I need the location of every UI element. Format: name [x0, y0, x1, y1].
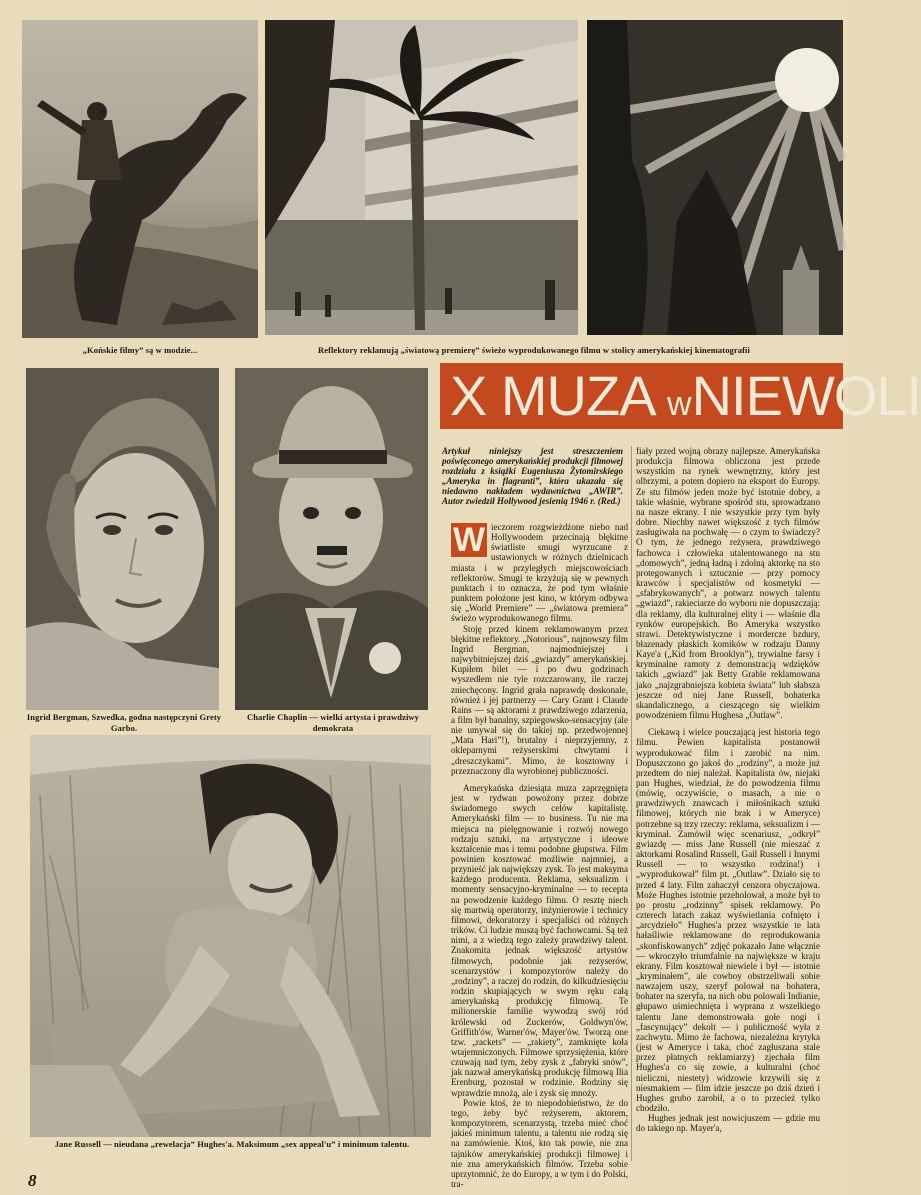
article-intro: Artykuł niniejszy jest streszczeniem poświęconego amerykańskiej produkcji filmowej rozdziału z książki Eugeniusza Żytomirskiego „Ameryka in flagranti”, która ukazała się niedawno nakładem wydawnictwa „AWIR”. Autor zwiedził Hollywood jesienią 1946 r. (Red.) [442, 446, 623, 507]
photo-horse-rider [22, 20, 258, 338]
paragraph: Stoję przed kinem reklamowanym przez błękitne reflektory. „Notorious”, najnowszy film Ingrid Bergman, najmodniejszej i najwybitniejszej dziś „gwiazdy” amerykańskiej. Kupiłem bilet — i po dwu godzinach wyszedłem nie tyle rozczarowany, ile raczej zniechęcony. Ingrid grała naprawdę doskonale, również i jej partnerzy — Cary Grant i Claude Rains — są aktorami z prawdziwego zdarzenia, a film był banalny, szpiegowsko-sensacyjny (ale nie umywał się do takiej np. przedwojennej „Mata Hari”!), brutalny i nieprzyjemny, z okleparnymi reżyserskimi chwytami i „dreszczykami”. Mimo, że kosztowny i przeznaczony dla wyrobionej publiczności. [451, 623, 628, 776]
photo-premiere [265, 20, 578, 335]
searchlights-image [587, 20, 843, 335]
photo-russell [30, 735, 431, 1137]
paragraph: Powie ktoś, że to niepodobieństwo, że do tego, żeby być reżyserem, aktorem, kompozytorem, scenarzystą, trzeba mieć choć jakieś minimum talentu, a talentu nie rodzą się na zamówienie. Ktoś, kto tak powie, nie zna tajników amerykańskiej produkcji filmowej i nie zna amerykańskich filmów. Trzeba sobie uprzytomnić, że do Europy, a w tym i do Polski, tra- [451, 1097, 628, 1189]
title-part-1: X MUZA [450, 364, 668, 427]
title-part-small: w [667, 385, 692, 423]
photo-bergman [26, 368, 219, 710]
article-title-banner [440, 363, 921, 429]
paragraph: Amerykańska dziesiąta muza zaprzęgnięta jest w rydwan powożony przez dobrze świadomego swych celów kapitalistę. Amerykański film — to business. Tu nie ma miejsca na pielęgnowanie i rozwój nowego rodzaju sztuki, na artystyczne i ideowe kształcenie mas i temu podobne głupstwa. Film powinien kosztować możliwie najmniej, a przynieść jak największy zysk. To jest maksyma każdego producenta. Reklama, seksualizm i momenty sensacyjno-kryminalne — to recepta na powodzenie każdego filmu. O resztę niech się martwią operatorzy, inżynierowie i technicy filmowi, dekoratorzy i specjaliści od różnych trików. Ci ludzie muszą być fachowcami. Są też nimi, a z wiedzą tego zależy prawdziwy talent. Znakomita jednak większość artystów filmowych, podobnie jak reżyserów, scenarzystów i kompozytorów należy do „rodziny”, a raczej do rodzin, do kilkudziesięciu rodzin skupiających w swym ręku całą amerykańską produkcję filmową. Te milionerskie familie wywodzą swój ród królewski od Zuckerów, Goldwyn'ów, Griffith'ów, Warner'ów, Mayer'ów. Tworzą one tzw. „rackets” — „rakiety”, zamknięte koła wtajemniczonych. Filmowe sprzysiężenia, które czuwają nad tym, żeby zysk z „fabryki snów”, jak nazwał amerykańską produkcję filmową Ilia Erenburg, pozostał w rodzinie. Rodziny się wprawdzie mnożą, ale i zysk się mnoży. [451, 782, 628, 1098]
dropcap-letter: W [452, 521, 486, 559]
article-column-1 [451, 521, 628, 1189]
premiere-image [265, 20, 578, 335]
horse-rider-image [22, 20, 258, 338]
article-title [450, 365, 921, 435]
caption-russell: Jane Russell — nieudana „rewelacja” Hughes'a. Maksimum „sex appeal'u” i minimum talentu. [54, 1139, 410, 1149]
caption-bergman: Ingrid Bergman, Szwedka, godna następczyni Grety Garbo. [26, 712, 222, 733]
bergman-portrait [26, 368, 219, 710]
caption-horse: „Końskie filmy” są w modzie... [82, 345, 198, 355]
column-divider [631, 446, 632, 1161]
paragraph: Hughes jednak jest nowicjuszem — gdzie mu do takiego np. Mayer'a, [636, 1113, 820, 1134]
paragraph: ieczorem rozgwieżdżone niebo nad Hollywoodem przecinają błękitne światliste smugi wyrzucane z ustawionych w różnych dzielnicach miasta i w przyległych miejscowościach reflektorów. Smugi te krzyżują się w pewnych punktach i to oznacza, że pod tym właśnie punktem położone jest kino, w którym odbywa się „World Premiere” — „światowa premiera” świeżo wyprodukowanego filmu. [451, 522, 628, 624]
chaplin-portrait [235, 368, 428, 710]
page-number: 8 [28, 1171, 37, 1190]
caption-chaplin: Charlie Chaplin — wielki artysta i prawdziwy demokrata [246, 712, 420, 733]
caption-premiere: Reflektory reklamują „światową premierę” świeżo wyprodukowanego filmu w stolicy amerykańskiej kinematografii [318, 345, 750, 355]
title-part-2: NIEWOLI [691, 364, 921, 427]
russell-image [30, 735, 431, 1137]
article-column-2 [636, 446, 820, 1164]
paragraph: fiały przed wojną obrazy najlepsze. Amerykańska produkcja filmowa obliczona jest przede wszystkim na rynek wewnętrzny, który jest olbrzymi, a potem dopiero na eksport do Europy. Ze stu filmów jeden może być istotnie dobry, a takie właśnie, wybrane spośród stu, sprowadzano na nasze ekrany. I nie wszystkie przy tym były dobre. Niechby nawet większość z tych filmów zasługiwała na pochwałę — o czym to świadczy? O tym, że jednego reżysera, prawdziwego fachowca i człowieka utalentowanego na stu „domowych”, jedną ładną i zdolną aktorkę na sto protegowanych i sztucznie — przy pomocy krawców i specjalistów od kosmetyki — „sfabrykowanych”, a potwarz nowych talentu „gwiazd”, rakieciarze do wyboru nie dopuszczają: dla reklamy, dla kulturalnej elity i — właśnie dla rynków europejskich. Bo Ameryka wszystko strawi. Detektywistyczne i mordercze bzdury, błazenady płaskich komików w rodzaju Danny Kaye'a („Kid from Brooklyn”), trywialne farsy i kryminalne ramoty z demonstracją wdzięków takich „gwiazd” jak Betty Grable reklamowana jako „najzgrabniejsza kobieta świata” lub słabsza jeszcze od niej Jane Russell, bohaterka skandalicznego, a cieszącego się wielkim powodzeniem filmu Hughesa „Outlaw”. [636, 446, 820, 721]
paragraph: Ciekawą i wielce pouczającą jest historia tego filmu. Pewien kapitalista postanowił wyprodukować film i zarobić na nim. Dopuszczono go jakoś do „rodziny”, a może już przedtem do niej należał. Kapitalista ów, niejaki pan Hughes, wiedział, że do powodzenia filmu (mówię, oczywiście, o masach, a nie o prawdziwych znawcach i miłośnikach sztuki filmowej, których nie brak i w Ameryce) potrzebne są trzy rzeczy: reklama, seksualizm i — kryminał. Zamówił więc scenariusz, „odkrył” gwiazdę — miss Jane Russell (nie mieszać z aktorkami Rosalind Russell, Gail Russell i Innymi Russell — to wszystko rodzina!) i „wyprodukował” film pt. „Outlaw”. Działo się to przed 4 laty. Film zahaczył cenzora obyczajowa. Może Hughes istotnie przeholował, a może był to po prostu „rodzinny” spisek reklamowy. Po czterech latach zakaz wyświetlania cofnięto i „arcydzieło” Hughes'a przez wszystkie te lata hałaśliwie reklamowane do reprodukowania „skonfiskowanych” zdjęć pokazało Jane włącznie — wkroczyło triumfalnie na największe w kraju ekrany. Film kosztował niewiele i był — istotnie „kryminałem”, ale cowboy obstrzeliwali sobie nawzajem uszy, szeryf polował na bohatera, bohater na szeryfa, na nich obu polowali Indianie, głupawo uśmiechnięta i wyprana z wszelkiego talentu Jane demonstrowała gołe nogi i „fascynujący” dekolt — i publiczność wyła z zachwytu. Mimo że fachowa, niezależna krytyka (jest w Ameryce i taka, choć zagłuszana stale przez płatnych reklamiarzy) zjechała film Hughes'a co się zowie, a kulturalni (choć nieliczni, niestety) widzowie krzywili się z niesmakiem — film idzie jeszcze po dziś dzień i Hughes grubo zarobił, a o to przecież tylko chodziło. [636, 727, 820, 1113]
photo-chaplin [235, 368, 428, 710]
photo-searchlights [587, 20, 843, 335]
